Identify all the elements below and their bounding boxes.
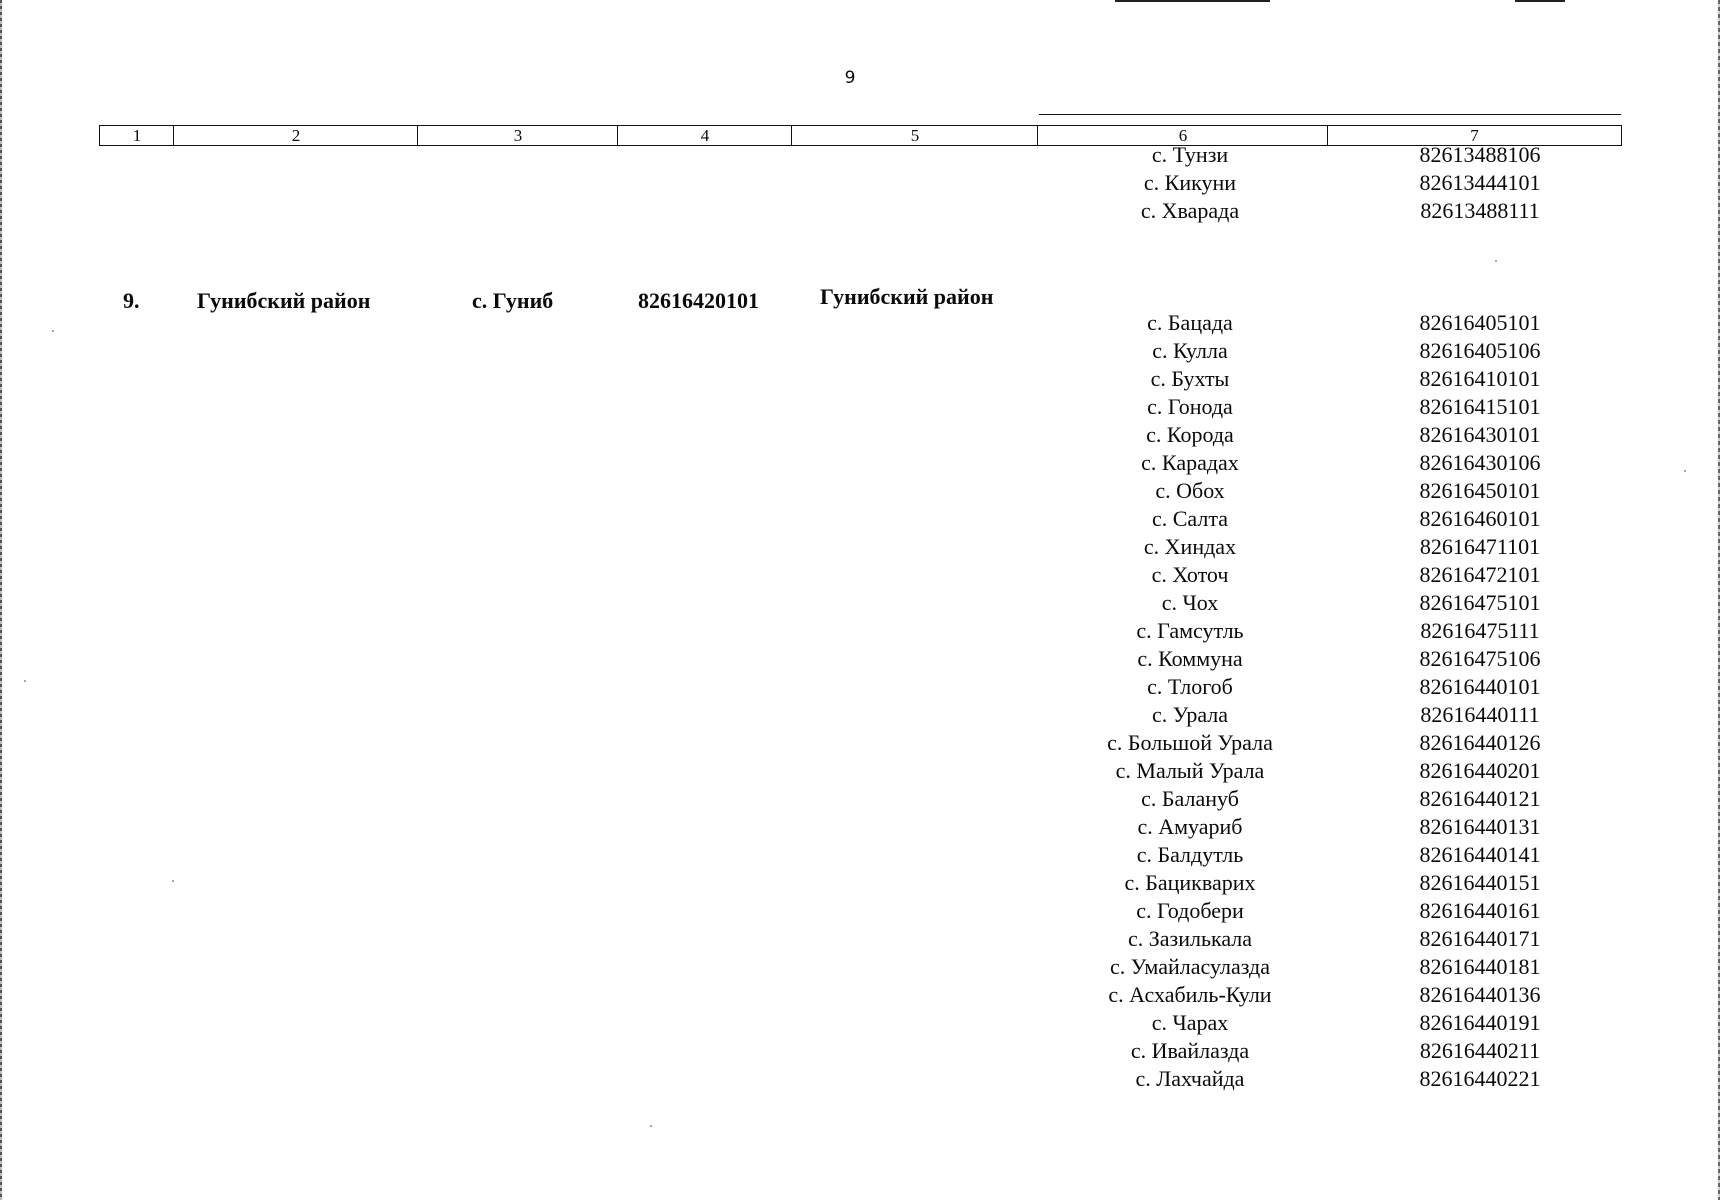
settlement-code: 82613488111 <box>1420 198 1540 223</box>
settlement-name: с. Корода <box>1146 422 1234 447</box>
settlement-name: с. Малый Урала <box>1115 758 1265 783</box>
settlement-name: с. Зазилькала <box>1127 926 1253 951</box>
settlement-code: 82616415101 <box>1419 394 1541 419</box>
settlement-name: с. Тунзи <box>1151 142 1229 167</box>
settlement-code: 82616440136 <box>1419 982 1541 1007</box>
settlement-code: 82616440161 <box>1419 898 1541 923</box>
district-name: Гунибский район <box>197 288 371 313</box>
settlement-code: 82616440211 <box>1419 1038 1541 1063</box>
table-row <box>0 757 1720 785</box>
table-row <box>0 561 1720 589</box>
settlement-name: с. Чох <box>1161 590 1219 615</box>
settlement-name: с. Хварада <box>1140 198 1240 223</box>
column-number: 2 <box>173 125 418 146</box>
settlement-name: с. Хиндах <box>1143 534 1237 559</box>
table-row <box>0 421 1720 449</box>
settlement-code: 82616460101 <box>1419 506 1541 531</box>
table-row <box>0 1037 1720 1065</box>
settlement-name: с. Коммуна <box>1137 646 1243 671</box>
settlement-code: 82616440141 <box>1419 842 1541 867</box>
district-number: 9. <box>123 288 140 313</box>
settlement-code: 82616440111 <box>1420 702 1540 727</box>
settlement-code: 82616440181 <box>1419 954 1541 979</box>
table-row <box>0 309 1720 337</box>
table-row <box>0 785 1720 813</box>
settlement-name: с. Гонода <box>1147 394 1233 419</box>
table-row <box>0 701 1720 729</box>
column-number: 6 <box>1037 125 1328 146</box>
settlement-name: с. Обох <box>1155 478 1225 503</box>
municipality-name: Гунибский район <box>820 284 994 309</box>
column-number: 5 <box>791 125 1038 146</box>
column-number: 7 <box>1327 125 1622 146</box>
settlement-name: с. Салта <box>1151 506 1229 531</box>
table-row <box>0 1009 1720 1037</box>
settlement-code: 82616440101 <box>1419 674 1541 699</box>
settlement-code: 82616430101 <box>1419 422 1541 447</box>
table-row <box>0 197 1720 225</box>
scan-mark <box>1515 0 1565 2</box>
settlement-name: с. Кулла <box>1152 338 1228 363</box>
settlement-code: 82616440121 <box>1419 786 1541 811</box>
settlement-code: 82616440191 <box>1419 1010 1541 1035</box>
settlement-name: с. Тлогоб <box>1147 674 1233 699</box>
settlement-name: с. Бацикварих <box>1124 870 1256 895</box>
settlement-name: с. Асхабиль-Кули <box>1108 982 1272 1007</box>
settlement-code: 82616475106 <box>1419 646 1541 671</box>
table-row <box>0 617 1720 645</box>
table-row <box>0 393 1720 421</box>
table-row <box>0 589 1720 617</box>
settlement-code: 82616405101 <box>1419 310 1541 335</box>
settlement-name: с. Балануб <box>1141 786 1239 811</box>
settlement-code: 82616471101 <box>1419 534 1541 559</box>
column-number: 1 <box>99 125 174 146</box>
table-row <box>0 505 1720 533</box>
settlement-name: с. Лахчайда <box>1135 1066 1245 1091</box>
settlement-name: с. Большой Урала <box>1107 730 1273 755</box>
settlement-code: 82616475111 <box>1420 618 1540 643</box>
table-row <box>0 897 1720 925</box>
table-row <box>0 673 1720 701</box>
table-row <box>0 841 1720 869</box>
column-number: 4 <box>617 125 792 146</box>
table-row <box>0 729 1720 757</box>
table-row <box>0 477 1720 505</box>
table-row <box>0 365 1720 393</box>
table-row <box>0 925 1720 953</box>
table-row <box>0 1065 1720 1093</box>
settlement-name: с. Ивайлазда <box>1130 1038 1250 1063</box>
table-row <box>0 141 1720 169</box>
settlement-name: с. Кикуни <box>1143 170 1237 195</box>
table-row <box>0 533 1720 561</box>
table-row <box>0 981 1720 1009</box>
table-row <box>0 813 1720 841</box>
settlement-name: с. Амуариб <box>1137 814 1243 839</box>
settlement-name: с. Чарах <box>1151 1010 1229 1035</box>
settlement-code: 82616440131 <box>1419 814 1541 839</box>
settlement-code: 82616440126 <box>1419 730 1541 755</box>
table-rule <box>1039 114 1621 115</box>
settlement-name: с. Умайласулазда <box>1110 954 1270 979</box>
settlement-code: 82616450101 <box>1419 478 1541 503</box>
settlement-name: с. Бухты <box>1150 366 1230 391</box>
scan-mark <box>1115 0 1270 2</box>
table-row <box>0 645 1720 673</box>
table-row <box>0 169 1720 197</box>
settlement-code: 82616440201 <box>1419 758 1541 783</box>
settlement-name: с. Гамсутль <box>1136 618 1244 643</box>
settlement-name: с. Карадах <box>1141 450 1239 475</box>
settlement-code: 82616475101 <box>1419 590 1541 615</box>
settlement-code: 82616405106 <box>1419 338 1541 363</box>
table-row <box>0 869 1720 897</box>
page-number: 9 <box>844 68 856 88</box>
settlement-code: 82616410101 <box>1419 366 1541 391</box>
settlement-name: с. Годобери <box>1136 898 1244 923</box>
district-code: 82616420101 <box>638 288 759 313</box>
scan-speck <box>650 1125 652 1127</box>
settlement-code: 82616472101 <box>1419 562 1541 587</box>
table-row <box>0 953 1720 981</box>
settlement-code: 82616440171 <box>1419 926 1541 951</box>
settlement-name: с. Урала <box>1151 702 1229 727</box>
district-center: с. Гуниб <box>472 288 554 313</box>
settlement-name: с. Балдутль <box>1136 842 1244 867</box>
settlement-code: 82616440221 <box>1419 1066 1541 1091</box>
column-number: 3 <box>417 125 618 146</box>
table-row <box>0 449 1720 477</box>
settlement-name: с. Бацада <box>1147 310 1233 335</box>
settlement-name: с. Хоточ <box>1151 562 1229 587</box>
table-row <box>0 337 1720 365</box>
settlement-code: 82616430106 <box>1419 450 1541 475</box>
settlement-code: 82613488106 <box>1419 142 1541 167</box>
scan-speck <box>1495 260 1497 262</box>
settlement-code: 82613444101 <box>1419 170 1541 195</box>
settlement-code: 82616440151 <box>1419 870 1541 895</box>
